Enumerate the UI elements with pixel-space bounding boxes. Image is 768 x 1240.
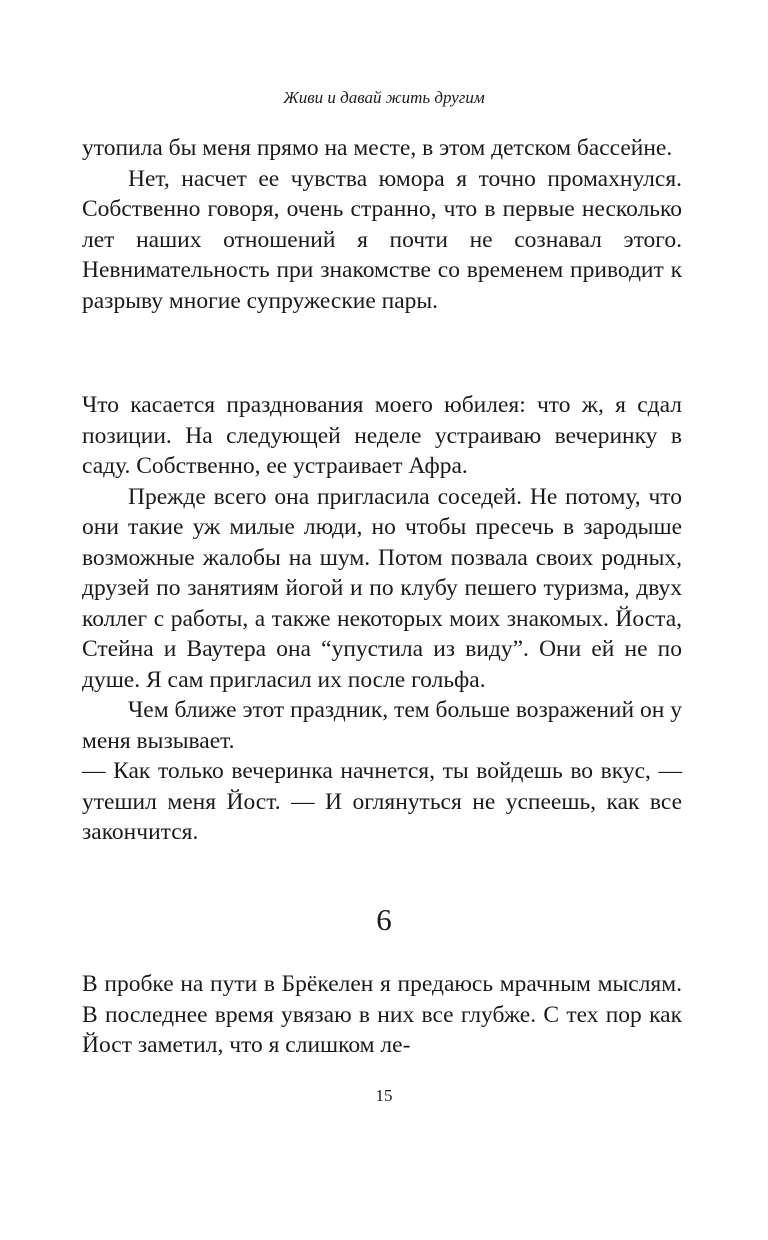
paragraph: Чем ближе этот праздник, тем больше возражений он у меня вызывает. xyxy=(82,697,682,754)
running-header: Живи и давай жить другим xyxy=(283,88,485,107)
text-section-3 xyxy=(82,969,682,1061)
dialogue-paragraph: — Как только вечеринка начнется, ты войдешь во вкус, — утешил меня Йост. — И оглянуться не успеешь, как все закончится. xyxy=(82,758,682,845)
text-section-2 xyxy=(82,390,682,848)
paragraph: Что касается празднования моего юбилея: что ж, я сдал позиции. На следующей неделе устраиваю вечеринку в саду. Собственно, ее устраивает Афра. xyxy=(82,392,682,479)
paragraph: Нет, насчет ее чувства юмора я точно промахнулся. Собственно говоря, очень странно, что в первые несколько лет наших отношений я почти не сознавал этого. Невнимательность при знакомстве со временем приводит к разрыву многие супружеские пары. xyxy=(82,165,682,314)
paragraph-continuation: утопила бы меня прямо на месте, в этом детском бассейне. xyxy=(82,135,673,161)
text-section-1 xyxy=(82,133,682,316)
page-number: 15 xyxy=(375,1086,393,1105)
paragraph: Прежде всего она пригласила соседей. Не потому, что они такие уж милые люди, но чтобы пресечь в зародыше возможные жалобы на шум. Потом позвала своих родных, друзей по занятиям йогой и по клубу пешего туризма, двух коллег с работы, а также некоторых моих знакомых. Йоста, Стейна и Ваутера она “упустила из виду”. Они ей не по душе. Я сам пригласил их после гольфа. xyxy=(82,483,682,693)
chapter-number: 6 xyxy=(376,902,392,937)
paragraph: В пробке на пути в Брёкелен я предаюсь мрачным мыслям. В последнее время увязаю в них все глубже. С тех пор как Йост заметил, что я слишком ле- xyxy=(82,971,682,1058)
